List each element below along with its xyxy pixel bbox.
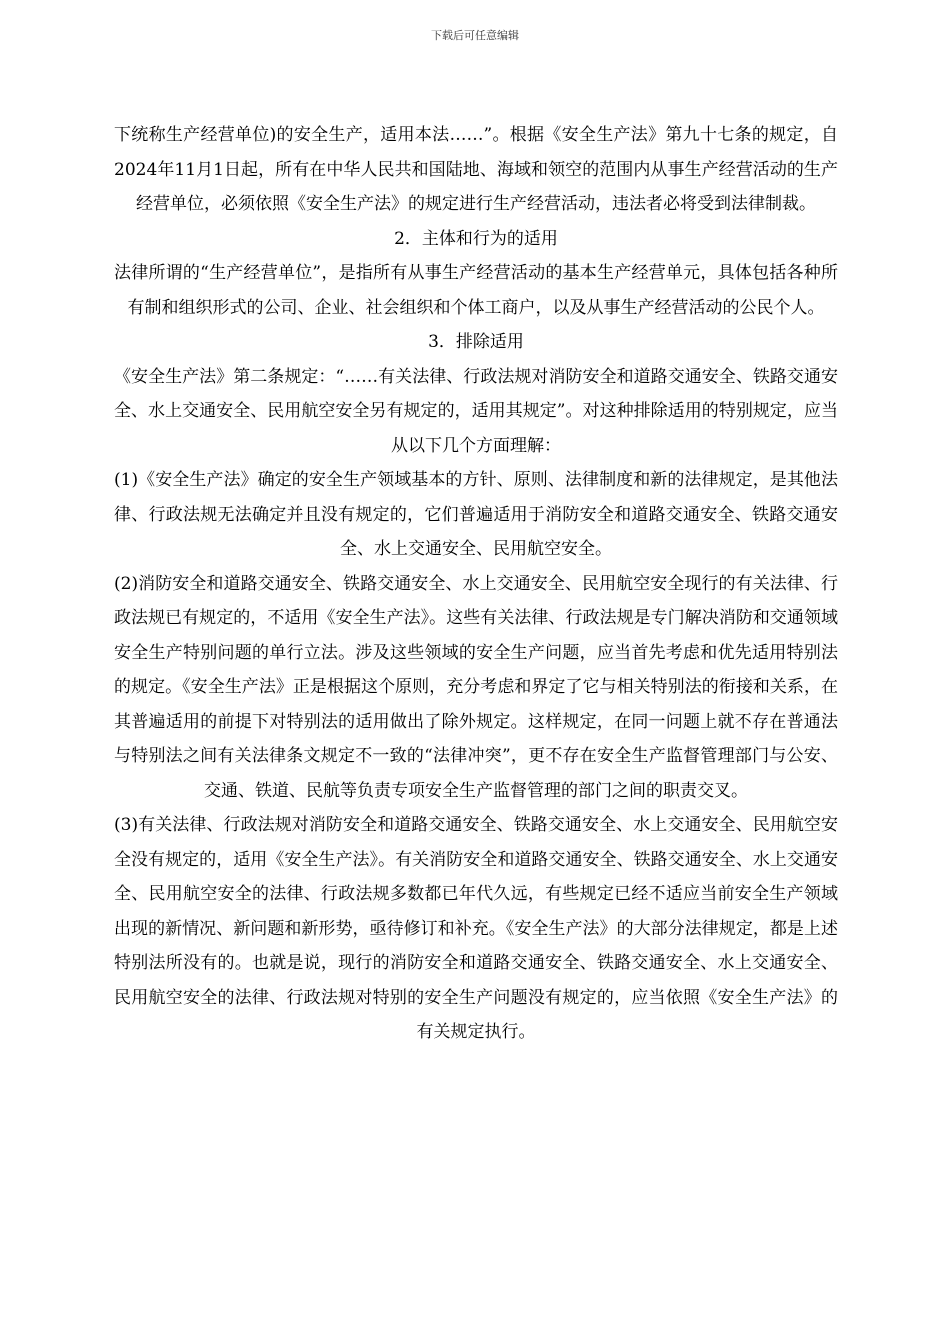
- paragraph-scope-continuation: 下统称生产经营单位)的安全生产，适用本法……”。根据《安全生产法》第九十七条的规定，自2024年11月1日起，所有在中华人民共和国陆地、海域和领空的范围内从事生产经营活动的生产经营单位，必须依照《安全生产法》的规定进行生产经营活动，违法者必将受到法律制裁。: [114, 125, 838, 214]
- paragraph-point-2: (2)消防安全和道路交通安全、铁路交通安全、水上交通安全、民用航空安全现行的有关法律、行政法规已有规定的，不适用《安全生产法》。这些有关法律、行政法规是专门解决消防和交通领域安全生产特别问题的单行立法。涉及这些领域的安全生产问题，应当首先考虑和优先适用特别法的规定。《安全生产法》正是根据这个原则，充分考虑和界定了它与相关特别法的衔接和关系，在其普遍适用的前提下对特别法的适用做出了除外规定。这样规定，在同一问题上就不存在普通法与特别法之间有关法律条文规定不一致的“法律冲突”，更不存在安全生产监督管理部门与公安、交通、铁道、民航等负责专项安全生产监督管理的部门之间的职责交叉。: [114, 573, 838, 801]
- paragraph-point-1: (1)《安全生产法》确定的安全生产领域基本的方针、原则、法律制度和新的法律规定，是其他法律、行政法规无法确定并且没有规定的，它们普遍适用于消防安全和道路交通安全、铁路交通安全、水上交通安全、民用航空安全。: [114, 470, 838, 559]
- section-heading-subject-and-conduct: 2．主体和行为的适用: [394, 228, 558, 249]
- section-heading-exclusion: 3．排除适用: [428, 332, 524, 352]
- document-body: [114, 118, 838, 1050]
- page-header: 下载后可任意编辑: [431, 29, 519, 42]
- paragraph-article-two: 《安全生产法》第二条规定：“……有关法律、行政法规对消防安全和道路交通安全、铁路交通安全、水上交通安全、民用航空安全另有规定的，适用其规定”。对这种排除适用的特别规定，应当从以下几个方面理解：: [114, 366, 838, 456]
- paragraph-production-unit-definition: 法律所谓的“生产经营单位”，是指所有从事生产经营活动的基本生产经营单元，具体包括各种所有制和组织形式的公司、企业、社会组织和个体工商户，以及从事生产经营活动的公民个人。: [114, 263, 838, 318]
- paragraph-point-3: (3)有关法律、行政法规对消防安全和道路交通安全、铁路交通安全、水上交通安全、民用航空安全没有规定的，适用《安全生产法》。有关消防安全和道路交通安全、铁路交通安全、水上交通安全、民用航空安全的法律、行政法规多数都已年代久远，有些规定已经不适应当前安全生产领域出现的新情况、新问题和新形势，亟待修订和补充。《安全生产法》的大部分法律规定，都是上述特别法所没有的。也就是说，现行的消防安全和道路交通安全、铁路交通安全、水上交通安全、民用航空安全的法律、行政法规对特别的安全生产问题没有规定的，应当依照《安全生产法》的有关规定执行。: [114, 815, 838, 1042]
